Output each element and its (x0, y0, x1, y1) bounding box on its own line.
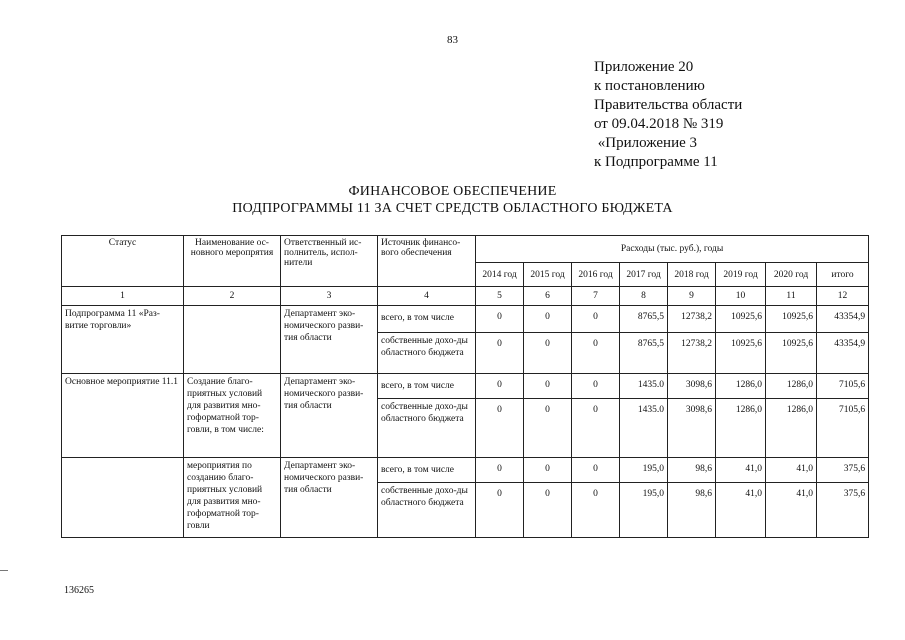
column-index: 12 (817, 287, 869, 306)
value-cell: 41,0 (716, 483, 766, 538)
value-cell: 1286,0 (716, 374, 766, 399)
document-code: 136265 (64, 585, 94, 596)
executor-cell: Департамент эко-номического разви-тия области (281, 458, 378, 538)
financing-table (61, 235, 869, 538)
total-cell: 375,6 (817, 458, 869, 483)
appendix-line: Правительства области (594, 97, 743, 113)
measure-cell: мероприятия по созданию благо-приятных условий для развития мно-гоформатной тор-говли (184, 458, 281, 538)
source-cell: всего, в том числе (378, 306, 476, 333)
value-cell: 8765,5 (620, 306, 668, 333)
column-index: 6 (524, 287, 572, 306)
value-cell: 10925,6 (716, 333, 766, 374)
value-cell: 0 (572, 483, 620, 538)
value-cell: 0 (524, 458, 572, 483)
value-cell: 3098,6 (668, 399, 716, 458)
value-cell: 0 (476, 458, 524, 483)
source-cell: собственные дохо-ды областного бюджета (378, 333, 476, 374)
executor-cell: Департамент эко-номического разви-тия области (281, 374, 378, 458)
total-cell: 43354,9 (817, 333, 869, 374)
document-title (0, 183, 905, 217)
appendix-line: от 09.04.2018 № 319 (594, 116, 724, 132)
header-executor: Ответственный ис-полнитель, испол-нители (281, 236, 378, 287)
header-year: 2018 год (668, 263, 716, 287)
appendix-line: Приложение 20 (594, 59, 694, 75)
header-year: 2019 год (716, 263, 766, 287)
executor-cell: Департамент эко-номического разви-тия области (281, 306, 378, 374)
value-cell: 0 (572, 306, 620, 333)
title-line-2: ПОДПРОГРАММЫ 11 ЗА СЧЕТ СРЕДСТВ ОБЛАСТНОГО БЮДЖЕТА (232, 201, 673, 216)
value-cell: 0 (524, 333, 572, 374)
value-cell: 0 (524, 483, 572, 538)
header-total: итого (817, 263, 869, 287)
title-line-1: ФИНАНСОВОЕ ОБЕСПЕЧЕНИЕ (348, 184, 557, 199)
value-cell: 0 (572, 458, 620, 483)
total-cell: 7105,6 (817, 374, 869, 399)
header-row (62, 236, 869, 263)
page-number: 83 (447, 34, 458, 46)
column-index: 7 (572, 287, 620, 306)
value-cell: 3098,6 (668, 374, 716, 399)
value-cell: 1286,0 (766, 374, 817, 399)
total-cell: 43354,9 (817, 306, 869, 333)
column-index: 2 (184, 287, 281, 306)
header-year: 2016 год (572, 263, 620, 287)
column-index: 4 (378, 287, 476, 306)
value-cell: 98,6 (668, 458, 716, 483)
value-cell: 0 (524, 399, 572, 458)
column-index-row (62, 287, 869, 306)
source-cell: всего, в том числе (378, 458, 476, 483)
value-cell: 0 (476, 333, 524, 374)
column-index: 9 (668, 287, 716, 306)
value-cell: 8765,5 (620, 333, 668, 374)
value-cell: 10925,6 (716, 306, 766, 333)
header-expenses: Расходы (тыс. руб.), годы (476, 236, 869, 263)
measure-cell: Создание благо-приятных условий для развития мно-гоформатной тор-говли, в том числе: (184, 374, 281, 458)
header-year: 2014 год (476, 263, 524, 287)
value-cell: 12738,2 (668, 306, 716, 333)
value-cell: 0 (572, 333, 620, 374)
header-source: Источник финансо-вого обеспечения (378, 236, 476, 287)
value-cell: 0 (476, 306, 524, 333)
header-measure-name: Наименование ос-новного меропрятия (184, 236, 281, 287)
source-cell: собственные дохо-ды областного бюджета (378, 483, 476, 538)
table-row (62, 458, 869, 483)
value-cell: 1286,0 (766, 399, 817, 458)
header-status: Статус (62, 236, 184, 287)
column-index: 1 (62, 287, 184, 306)
value-cell: 10925,6 (766, 333, 817, 374)
value-cell: 98,6 (668, 483, 716, 538)
value-cell: 0 (524, 306, 572, 333)
appendix-line: к постановлению (594, 78, 705, 94)
column-index: 11 (766, 287, 817, 306)
value-cell: 0 (524, 374, 572, 399)
status-cell (62, 458, 184, 538)
column-index: 8 (620, 287, 668, 306)
column-index: 3 (281, 287, 378, 306)
table-row (62, 306, 869, 333)
value-cell: 0 (476, 374, 524, 399)
total-cell: 7105,6 (817, 399, 869, 458)
value-cell: 41,0 (766, 483, 817, 538)
appendix-block (594, 58, 742, 172)
value-cell: 12738,2 (668, 333, 716, 374)
value-cell: 195,0 (620, 483, 668, 538)
value-cell: 10925,6 (766, 306, 817, 333)
value-cell: 1435.0 (620, 399, 668, 458)
value-cell: 0 (572, 399, 620, 458)
value-cell: 41,0 (716, 458, 766, 483)
header-year: 2015 год (524, 263, 572, 287)
header-year: 2017 год (620, 263, 668, 287)
header-year: 2020 год (766, 263, 817, 287)
value-cell: 195,0 (620, 458, 668, 483)
status-cell: Основное мероприятие 11.1 (62, 374, 184, 458)
value-cell: 1435.0 (620, 374, 668, 399)
source-cell: всего, в том числе (378, 374, 476, 399)
status-cell: Подпрограмма 11 «Раз-витие торговли» (62, 306, 184, 374)
value-cell: 0 (476, 399, 524, 458)
value-cell: 1286,0 (716, 399, 766, 458)
column-index: 5 (476, 287, 524, 306)
column-index: 10 (716, 287, 766, 306)
appendix-line: «Приложение 3 (594, 135, 698, 151)
total-cell: 375,6 (817, 483, 869, 538)
value-cell: 41,0 (766, 458, 817, 483)
value-cell: 0 (572, 374, 620, 399)
source-cell: собственные дохо-ды областного бюджета (378, 399, 476, 458)
appendix-line: к Подпрограмме 11 (594, 154, 718, 170)
margin-mark (0, 570, 8, 571)
table-row (62, 374, 869, 399)
value-cell: 0 (476, 483, 524, 538)
measure-cell (184, 306, 281, 374)
